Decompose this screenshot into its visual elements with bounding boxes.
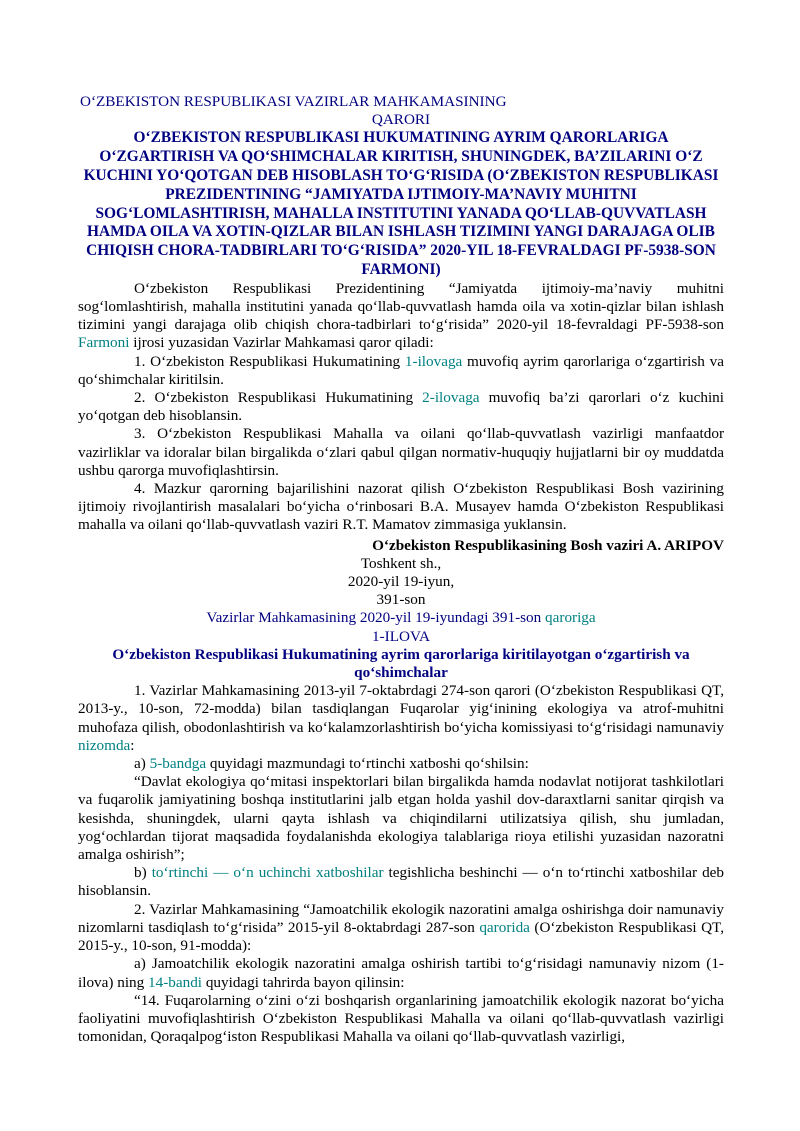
a1-before: a): [134, 755, 150, 773]
document-title: O‘ZBEKISTON RESPUBLIKASI HUKUMATINING AYRIM QARORLARIGA O‘ZGARTIRISH VA QO‘SHIMCHALAR KIRITISH, SHUNINGDEK, BA’ZILARINI O‘Z KUCHINI YO‘QOTGAN DEB HISOBLASH TO‘G‘RISIDA (O‘ZBEKISTON RESPUBLIKASI PREZIDENTINING “JAMIYATDA IJTIMOIY-MA’NAVIY MUHITNI SOG‘LOMLASHTIRISH, MAHALLA INSTITUTINI YANADA QO‘LLAB-QUVVATLASH HAMDA OILA VA XOTIN-QIZLAR BILAN ISHLASH TIZIMINI YANGI DARAJAGA OLIB CHIQISH CHORA-TADBIRLARI TO‘G‘RISIDA” 2020-YIL 18-FEVRALDAGI PF-5938-SON FARMONI): [83, 129, 719, 278]
body-item-b1: [78, 864, 724, 900]
a1-after: quyidagi mazmundagi to‘rtinchi xatboshi qo‘shilsin:: [206, 755, 529, 773]
item-2: [78, 389, 724, 425]
signature-number: 391-son: [376, 591, 426, 609]
signature-name: O‘zbekiston Respublikasining Bosh vaziri A. ARIPOV: [372, 536, 724, 554]
intro-text-after: ijrosi yuzasidan Vazirlar Mahkamasi qaror qiladi:: [129, 334, 434, 352]
link-2-ilovaga[interactable]: 2-ilovaga: [422, 389, 480, 406]
annex-ref-before: Vazirlar Mahkamasining 2020-yil 19-iyundagi 391-son: [206, 609, 546, 627]
intro-text-before: O‘zbekiston Respublikasi Prezidentining “Jamiyatda ijtimoiy-ma’naviy muhitni sog‘lomlashtirish, mahalla institutini yanada qo‘llab-quvvatlash hamda oila va xotin-qizlar bilan ishlash tizimini yangi darajaga olib chiqish chora-tadbirlari to‘g‘risida” 2020-yil 18-fevraldagi PF-5938-son: [78, 279, 724, 334]
annex-label: 1-ILOVA: [372, 627, 430, 645]
body-item-a1: [78, 755, 724, 773]
link-nizomda[interactable]: nizomda: [78, 736, 131, 754]
body-paragraph-2: [78, 901, 724, 956]
a2-before: a) Jamoatchilik ekologik nazoratini amalga oshirish tartibi to‘g‘risidagi namunaviy nizom (1-ilova) ning: [78, 955, 724, 991]
document-page: [78, 93, 724, 1046]
item-2-before: 2. O‘zbekiston Respublikasi Hukumatining: [134, 389, 423, 406]
signature-city: Toshkent sh.,: [360, 554, 442, 572]
body-item-a2: [78, 955, 724, 991]
intro-paragraph: [78, 280, 724, 353]
p1-before: 1. Vazirlar Mahkamasining 2013-yil 7-oktabrdagi 274-son qarori (O‘zbekiston Respublikasi QT, 2013-y., 10-son, 72-modda) bilan tasdiqlangan Fuqarolar yig‘inining ekologiya va atrof-muhitni muhofaza qilish, obodonlashtirish va ko‘kalamzorlashtirish bo‘yicha komissiyasi to‘g‘risidagi namunaviy: [78, 682, 724, 736]
a2-after: quyidagi tahrirda bayon qilinsin:: [202, 973, 405, 991]
header-line-2: QARORI: [371, 111, 431, 129]
link-qarorida[interactable]: qarorida: [479, 918, 530, 936]
link-qaroriga[interactable]: qaroriga: [545, 609, 596, 627]
body-paragraph-1: [78, 682, 724, 755]
body-quote-1: “Davlat ekologiya qo‘mitasi inspektorlari bilan birgalikda hamda nodavlat notijorat tashkilotlari va fuqarolik jamiyatining boshqa institutlarini jalb etgan holda yashil dov-daraxtlarni sanitar qirqish va kesishda, shuningdek, ularni qayta ishlash va chiqindilarni utilizatsiya qilish, shu jumladan, yog‘ochlardan tijorat maqsadida foydalanishda ekologiya talablariga rioya etilishi yuzasidan nazoratni amalga oshirish”;: [78, 773, 724, 864]
signature-date: 2020-yil 19-iyun,: [347, 573, 455, 591]
annex-title: O‘zbekiston Respublikasi Hukumatining ayrim qarorlariga kiritilayotgan o‘zgartirish va qo‘shimchalar: [112, 645, 690, 682]
item-1-before: 1. O‘zbekiston Respublikasi Hukumatining: [134, 352, 405, 370]
link-14-bandi[interactable]: 14-bandi: [148, 973, 203, 991]
b1-after: tegishlicha beshinchi — o‘n to‘rtinchi xatboshilar deb hisoblansin.: [78, 864, 725, 900]
p2-after: (O‘zbekiston Respublikasi QT, 2015-y., 10-son, 91-modda):: [78, 918, 724, 955]
item-1: [78, 353, 724, 389]
link-1-ilovaga[interactable]: 1-ilovaga: [404, 352, 463, 370]
annex-reference: [78, 609, 724, 627]
item-3: 3. O‘zbekiston Respublikasi Mahalla va oilani qo‘llab-quvvatlash vazirligi manfaatdor vazirliklar va idoralar bilan birgalikda o‘zlari qabul qilgan normativ-huquqiy hujjatlarni bir oy muddatda ushbu qarorga muvofiqlashtirsin.: [78, 425, 724, 479]
link-xatboshilar[interactable]: to‘rtinchi — o‘n uchinchi xatboshilar: [151, 864, 384, 882]
link-farmoni[interactable]: Farmoni: [78, 334, 130, 352]
b1-before: b): [134, 864, 152, 882]
header-line-1: O‘ZBEKISTON RESPUBLIKASI VAZIRLAR MAHKAMASINING: [80, 93, 507, 110]
p1-after: :: [130, 736, 135, 754]
p2-before: 2. Vazirlar Mahkamasining “Jamoatchilik ekologik nazoratini amalga oshirishga doir namunaviy nizomlarni tasdiqlash to‘g‘risida” 2015-yil 8-oktabrdagi 287-son: [78, 900, 724, 936]
link-5-bandga[interactable]: 5-bandga: [149, 755, 207, 773]
item-4: 4. Mazkur qarorning bajarilishini nazorat qilish O‘zbekiston Respublikasi Bosh vazirining ijtimoiy rivojlantirish masalalari bo‘yicha o‘rinbosari B.A. Musayev hamda O‘zbekiston Respublikasi mahalla va oilani qo‘llab-quvvatlash vaziri R.T. Mamatov zimmasiga yuklansin.: [78, 480, 724, 534]
body-quote-2: “14. Fuqarolarning o‘zini o‘zi boshqarish organlarining jamoatchilik ekologik nazorat bo‘yicha faoliyatini muvofiqlashtirish O‘zbekiston Respublikasi Mahalla va oilani qo‘llab-quvvatlash vazirligi tomonidan, Qoraqalpog‘iston Respublikasi Mahalla va oilani qo‘llab-quvvatlash vazirligi,: [78, 991, 724, 1046]
item-2-after: muvofiq ba’zi qarorlari o‘z kuchini yo‘qotgan deb hisoblansin.: [78, 389, 724, 425]
item-1-after: muvofiq ayrim qarorlariga o‘zgartirish va qo‘shimchalar kiritilsin.: [78, 352, 724, 388]
